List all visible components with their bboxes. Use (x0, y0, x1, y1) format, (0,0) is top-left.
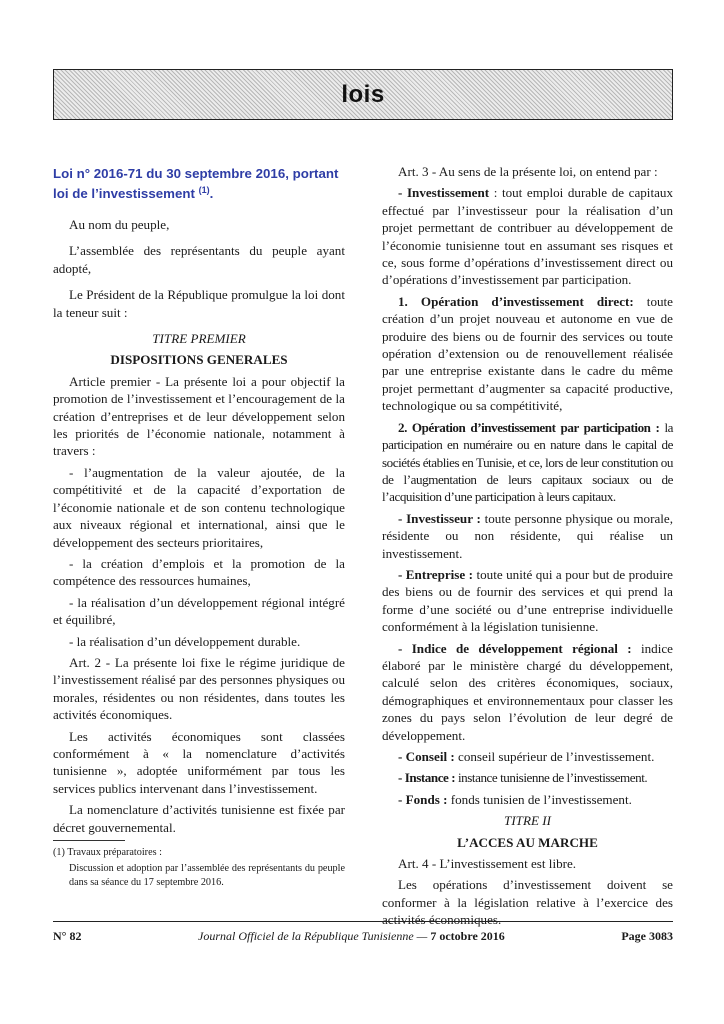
text-fonds: fonds tunisien de l’investissement. (447, 791, 632, 807)
term-instance: - Instance : (398, 770, 456, 786)
text-investissement: : tout emploi durable de capitaux effectué par l’investisseur pour la réalisation d’un projet permettant de contribuer au développement de l’économie tunisienne tout en assumant ses risques et ce, sous forme d’opérations d’investissement direct ou d’opérations d’investissement par participation. (382, 185, 673, 288)
term-indice: - Indice de développement régional : (398, 640, 632, 656)
bullet-emplois: - la création d’emplois et la promotion de la compétence des ressources humaines, (53, 555, 345, 589)
left-column (53, 166, 345, 840)
term-investissement: - Investissement (398, 185, 490, 201)
text-entreprise: toute unité qui a pour but de produire des biens ou de fournir des services et qui prend la forme d’une société ou d’une entreprise individuelle conformément à la législation tunisienne. (382, 566, 673, 635)
section-banner (53, 69, 673, 120)
definition-investissement-direct (382, 293, 673, 415)
right-column (382, 163, 673, 933)
preamble-president: Le Président de la République promulgue la loi dont la teneur suit : (53, 287, 345, 320)
journal-name (198, 929, 505, 944)
term-investissement-direct: 1. Opération d’investissement direct: (398, 293, 634, 309)
paragraph-decret: La nomenclature d’activités tunisienne est fixée par décret gouvernemental. (53, 802, 345, 835)
law-title-text: Loi n° 2016-71 du 30 septembre 2016, portant loi de l’investissement (53, 166, 339, 201)
bullet-valeur-ajoutee: - l’augmentation de la valeur ajoutée, de la compétitivité et de la capacité d’exportation de l’économie nationale et de son contenu technologique aux niveaux régional et international, ainsi que le développement des secteurs prioritaires, (53, 464, 345, 550)
footnote-label: Travaux préparatoires : (67, 847, 162, 858)
preamble-assembly: L’assemblée des représentants du peuple ayant adopté, (53, 243, 345, 276)
article-premier: Article premier - La présente loi a pour objectif la promotion de l’investissement et l’encouragement de la création d’entreprises et de leur développement selon les priorités de l’économie nationale, notamment à travers : (53, 373, 345, 459)
heading-dispositions: DISPOSITIONS GENERALES (110, 352, 288, 368)
definition-investisseur (382, 510, 673, 562)
bullet-developpement-durable: - la réalisation d’un développement durable. (69, 633, 301, 649)
issue-number: N° 82 (53, 929, 82, 943)
footer-rule (53, 921, 673, 922)
page-footer (53, 929, 673, 944)
bullet-developpement-regional: - la réalisation d’un développement régional intégré et équilibré, (53, 594, 345, 628)
journal-title: Journal Officiel de la République Tunisienne — (198, 929, 428, 943)
definition-conseil (382, 748, 673, 765)
definition-fonds (382, 791, 673, 808)
term-investisseur: - Investisseur : (398, 510, 481, 526)
text-investissement-participation: la participation en numéraire ou en nature dans le capital de sociétés établies en Tunisie, et ce, lors de leur constitution ou de l’augmentation de leurs capitaux sociaux ou de l’acquisition d’une participation à leurs capitaux. (382, 419, 673, 505)
text-instance: instance tunisienne de l’investissement. (455, 770, 648, 786)
text-conseil: conseil supérieur de l’investissement. (454, 749, 655, 764)
definition-entreprise (382, 566, 673, 636)
titre-premier: TITRE PREMIER (152, 331, 246, 347)
heading-acces-marche: L’ACCES AU MARCHE (457, 834, 598, 850)
text-investisseur: toute personne physique ou morale, résidente ou non résidente, qui réalise un investissement. (382, 510, 673, 561)
definition-instance (382, 769, 673, 786)
footnote-rule (53, 840, 125, 841)
footnote-text: Discussion et adoption par l’assemblée des représentants du peuple dans sa séance du 17 septembre 2016. (69, 863, 345, 888)
term-fonds: - Fonds : (398, 791, 448, 807)
article-2: Art. 2 - La présente loi fixe le régime juridique de l’investissement réalisé par des personnes physiques ou morales, résidentes ou non résidentes, dans toutes les activités économiques. (53, 654, 345, 723)
article-4: Art. 4 - L’investissement est libre. (398, 856, 577, 872)
definition-investissement (382, 184, 673, 288)
paragraph-operations: Les opérations d’investissement doivent se conformer à la législation relative à l’exercice des activités économiques. (382, 877, 673, 928)
definition-investissement-participation (382, 419, 673, 506)
issue-date: 7 octobre 2016 (430, 929, 505, 943)
term-conseil: - Conseil : (398, 749, 455, 764)
term-investissement-participation: 2. Opération d’investissement par participation : (398, 419, 660, 435)
footnote-mark: (1) (53, 847, 65, 858)
text-investissement-direct: toute création d’un projet nouveau et autonome en vue de produire des biens ou de fournir des services ou toute opération d’extension ou de renouvellement réalisée par une entreprise existante dans le cadre du même projet permettant d’augmenter sa capacité productive, technologique ou sa compétitivité, (382, 293, 673, 414)
text-indice: indice élaboré par le ministère chargé du développement, calculé selon des critères économiques, sociaux, démographiques et environnementaux pour classer les zones du pays selon l’évolution de leur degré de développement. (382, 640, 673, 743)
paragraph-nomenclature: Les activités économiques sont classées conformément à « la nomenclature d’activités tunisienne », adoptée uniformément par tous les services publics intervenant dans l’investissement. (53, 728, 345, 796)
term-entreprise: - Entreprise : (398, 566, 474, 582)
section-title: lois (341, 80, 385, 108)
titre-ii: TITRE II (504, 813, 551, 829)
law-title (53, 166, 345, 202)
preamble-people: Au nom du peuple, (69, 217, 170, 232)
footnote-label-line (53, 846, 345, 860)
page-number: Page 3083 (621, 929, 673, 943)
law-title-end: . (209, 186, 214, 201)
footnote (53, 846, 345, 890)
footnote-ref: (1) (198, 185, 210, 195)
article-3: Art. 3 - Au sens de la présente loi, on entend par : (398, 164, 658, 179)
definition-indice (382, 640, 673, 744)
